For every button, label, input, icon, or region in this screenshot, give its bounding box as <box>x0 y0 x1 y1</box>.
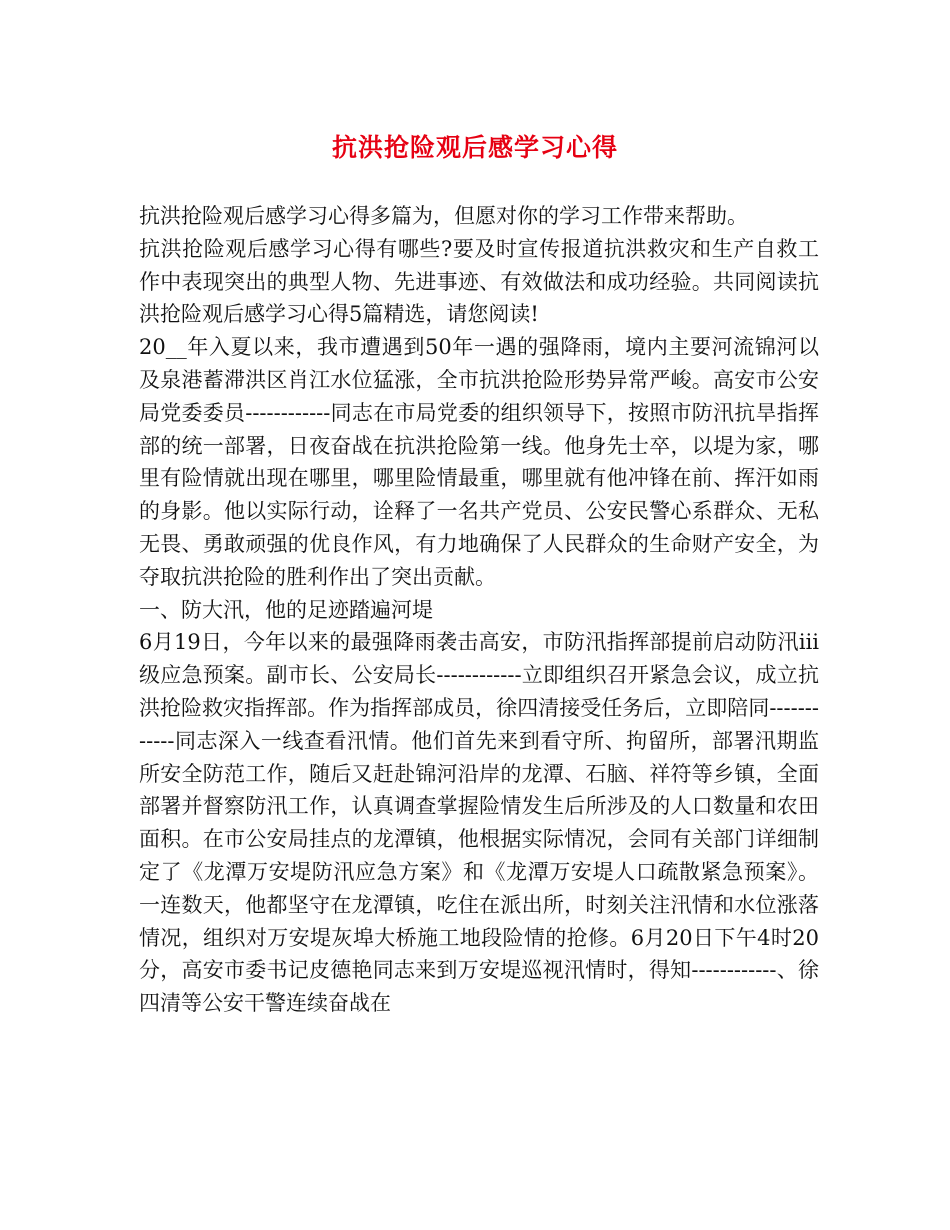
paragraph-summary: 抗洪抢险观后感学习心得有哪些?要及时宣传报道抗洪救灾和生产自救工作中表现突出的典型人物、先进事迹、有效做法和成功经验。共同阅读抗洪抢险观后感学习心得5篇精选，请您阅读! <box>139 236 819 327</box>
paragraph-intro: 抗洪抢险观后感学习心得多篇为，但愿对你的学习工作带来帮助。 <box>139 204 748 228</box>
document-body <box>139 200 819 1020</box>
section-heading: 一、防大汛，他的足迹踏遍河堤 <box>139 597 433 622</box>
paragraph-section-body: 6月19日，今年以来的最强降雨袭击高安，市防汛指挥部提前启动防汛ⅲ级应急预案。副市长、公安局长------------立即组织召开紧急会议，成立抗洪抢险救灾指挥部。作为指挥部成员，徐四清接受任务后，立即陪同------------同志深入一线查看汛情。他们首先来到看守所、拘留所，部署汛期监所安全防范工作，随后又赶赴锦河沿岸的龙潭、石脑、祥符等乡镇，全面部署并督察防汛工作，认真调查掌握险情发生后所涉及的人口数量和农田面积。在市公安局挂点的龙潭镇，他根据实际情况，会同有关部门详细制定了《龙潭万安堤防汛应急方案》和《龙潭万安堤人口疏散紧急预案》。一连数天，他都坚守在龙潭镇，吃住在派出所，时刻关注汛情和水位涨落情况，组织对万安堤灰埠大桥施工地段险情的抢修。6月20日下午4时20分，高安市委书记皮德艳同志来到万安堤巡视汛情时，得知------------、徐四清等公安干警连续奋战在 <box>139 630 819 1016</box>
document-title: 抗洪抢险观后感学习心得 <box>331 133 618 162</box>
paragraph-background: 20__年入夏以来，我市遭遇到50年一遇的强降雨，境内主要河流锦河以及泉港蓄滞洪区肖江水位猛涨，全市抗洪抢险形势异常严峻。高安市公安局党委委员------------同志在市局党委的组织领导下，按照市防汛抗旱指挥部的统一部署，日夜奋战在抗洪抢险第一线。他身先士卒，以堤为家，哪里有险情就出现在哪里，哪里险情最重，哪里就有他冲锋在前、挥汗如雨的身影。他以实际行动，诠释了一名共产党员、公安民警心系群众、无私无畏、勇敢顽强的优良作风，有力地确保了人民群众的生命财产安全，为夺取抗洪抢险的胜利作出了突出贡献。 <box>139 335 819 589</box>
